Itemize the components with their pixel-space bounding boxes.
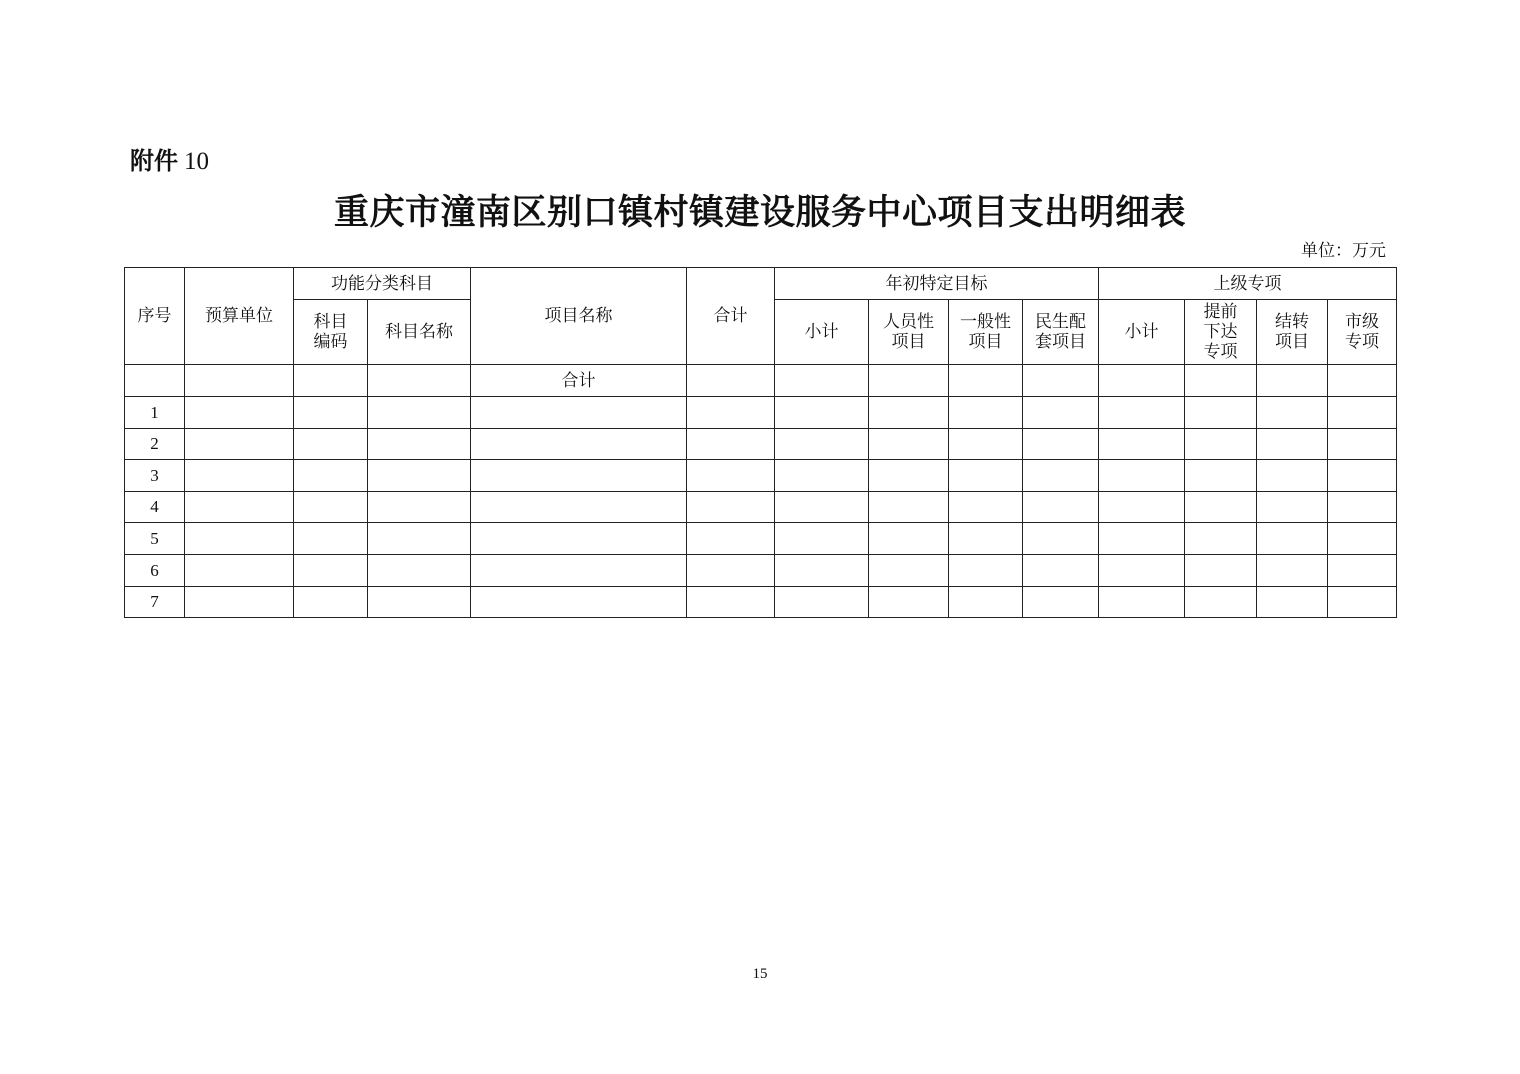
table-cell — [1257, 460, 1328, 492]
col-header-carryover: 结转 项目 — [1257, 300, 1328, 365]
table-cell — [294, 397, 368, 429]
table-cell — [949, 429, 1023, 460]
table-cell — [1185, 460, 1257, 492]
table-row — [125, 397, 1397, 429]
total-row — [125, 365, 1397, 397]
table-cell — [185, 365, 294, 397]
table-cell — [1185, 587, 1257, 618]
table-row — [125, 587, 1397, 618]
col-header-seq: 序号 — [125, 268, 185, 365]
unit-label: 单位：万元 — [1301, 241, 1386, 261]
table-cell — [775, 587, 869, 618]
table-cell — [1099, 555, 1185, 587]
table-cell — [1099, 492, 1185, 523]
table-cell — [1185, 555, 1257, 587]
table-cell — [185, 492, 294, 523]
col-header-initial-targets: 年初特定目标 — [775, 268, 1099, 300]
table-cell — [1099, 397, 1185, 429]
table-cell — [1185, 492, 1257, 523]
table-cell — [1257, 492, 1328, 523]
col-header-personnel: 人员性 项目 — [869, 300, 949, 365]
col-header-city: 市级 专项 — [1328, 300, 1397, 365]
table-row — [125, 460, 1397, 492]
table-cell — [949, 365, 1023, 397]
table-cell — [1328, 492, 1397, 523]
col-header-advance: 提前 下达 专项 — [1185, 300, 1257, 365]
col-header-budget-unit: 预算单位 — [185, 268, 294, 365]
table-cell — [1023, 492, 1099, 523]
table-row — [125, 555, 1397, 587]
table-cell — [949, 492, 1023, 523]
table-cell — [471, 492, 687, 523]
row-number: 4 — [125, 492, 185, 523]
table-cell — [869, 365, 949, 397]
table-cell — [471, 397, 687, 429]
table-cell — [368, 397, 471, 429]
table-cell — [1023, 429, 1099, 460]
table-cell — [1257, 555, 1328, 587]
table-cell — [294, 429, 368, 460]
table-cell — [775, 365, 869, 397]
table-cell — [294, 523, 368, 555]
table-cell — [471, 429, 687, 460]
table-cell — [1023, 365, 1099, 397]
table-cell — [185, 523, 294, 555]
table-cell — [1099, 429, 1185, 460]
row-number: 3 — [125, 460, 185, 492]
attachment-text: 附件 — [130, 147, 178, 175]
table-cell — [869, 397, 949, 429]
table-cell — [294, 365, 368, 397]
table-row — [125, 429, 1397, 460]
table-cell — [1328, 365, 1397, 397]
table-cell — [1328, 429, 1397, 460]
col-header-initial-subtotal: 小计 — [775, 300, 869, 365]
table-row — [125, 492, 1397, 523]
table-cell — [185, 587, 294, 618]
col-header-upper-special: 上级专项 — [1099, 268, 1397, 300]
table-cell — [687, 397, 775, 429]
table-cell — [1328, 555, 1397, 587]
table-cell — [1257, 523, 1328, 555]
table-cell — [185, 555, 294, 587]
table-cell — [869, 555, 949, 587]
table-cell — [1023, 460, 1099, 492]
table-cell — [125, 365, 185, 397]
table-row — [125, 523, 1397, 555]
table-cell — [1257, 365, 1328, 397]
table-cell — [1328, 587, 1397, 618]
table-cell — [775, 460, 869, 492]
table-cell — [368, 492, 471, 523]
total-row-label: 合计 — [471, 365, 687, 397]
table-cell — [949, 397, 1023, 429]
table-cell — [368, 587, 471, 618]
table-cell — [775, 429, 869, 460]
col-header-livelihood: 民生配 套项目 — [1023, 300, 1099, 365]
page-number: 15 — [752, 966, 768, 982]
col-header-total: 合计 — [687, 268, 775, 365]
table-cell — [368, 365, 471, 397]
table-cell — [869, 587, 949, 618]
table-cell — [1257, 429, 1328, 460]
table-cell — [1257, 587, 1328, 618]
col-header-function-category: 功能分类科目 — [294, 268, 471, 300]
table-cell — [294, 555, 368, 587]
col-header-general: 一般性 项目 — [949, 300, 1023, 365]
table-cell — [1023, 555, 1099, 587]
table-cell — [368, 555, 471, 587]
col-header-subject-name: 科目名称 — [368, 300, 471, 365]
table-cell — [775, 555, 869, 587]
table-cell — [368, 523, 471, 555]
table-cell — [1099, 460, 1185, 492]
table-cell — [368, 460, 471, 492]
col-header-upper-subtotal: 小计 — [1099, 300, 1185, 365]
table-cell — [687, 555, 775, 587]
table-cell — [1185, 365, 1257, 397]
table-cell — [471, 587, 687, 618]
table-cell — [949, 523, 1023, 555]
attachment-label — [130, 146, 209, 177]
table-cell — [775, 523, 869, 555]
table-cell — [294, 587, 368, 618]
table-cell — [687, 523, 775, 555]
col-header-project-name: 项目名称 — [471, 268, 687, 365]
attachment-number: 10 — [184, 148, 209, 175]
table-cell — [775, 397, 869, 429]
table-cell — [1185, 429, 1257, 460]
table-cell — [775, 492, 869, 523]
table-cell — [1023, 523, 1099, 555]
table-cell — [949, 587, 1023, 618]
table-cell — [949, 555, 1023, 587]
table-cell — [1328, 460, 1397, 492]
table-cell — [1257, 397, 1328, 429]
table-cell — [687, 492, 775, 523]
table-cell — [949, 460, 1023, 492]
table-cell — [471, 555, 687, 587]
table-cell — [471, 523, 687, 555]
expenditure-table — [124, 267, 1397, 618]
table-cell — [869, 429, 949, 460]
table-cell — [294, 492, 368, 523]
table-cell — [1023, 397, 1099, 429]
table-cell — [1099, 365, 1185, 397]
table-cell — [687, 460, 775, 492]
row-number: 5 — [125, 523, 185, 555]
table-cell — [471, 460, 687, 492]
document-title: 重庆市潼南区别口镇村镇建设服务中心项目支出明细表 — [333, 192, 1186, 233]
row-number: 1 — [125, 397, 185, 429]
table-cell — [1099, 587, 1185, 618]
table-cell — [1328, 523, 1397, 555]
table-cell — [185, 429, 294, 460]
table-cell — [368, 429, 471, 460]
table-cell — [185, 460, 294, 492]
table-cell — [1185, 523, 1257, 555]
table-cell — [869, 492, 949, 523]
row-number: 2 — [125, 429, 185, 460]
table-cell — [687, 365, 775, 397]
table-cell — [869, 460, 949, 492]
row-number: 7 — [125, 587, 185, 618]
table-cell — [1023, 587, 1099, 618]
table-cell — [687, 429, 775, 460]
table-cell — [869, 523, 949, 555]
row-number: 6 — [125, 555, 185, 587]
table-cell — [185, 397, 294, 429]
table-cell — [1099, 523, 1185, 555]
table-cell — [294, 460, 368, 492]
table-cell — [687, 587, 775, 618]
table-cell — [1185, 397, 1257, 429]
col-header-subject-code: 科目 编码 — [294, 300, 368, 365]
table-cell — [1328, 397, 1397, 429]
